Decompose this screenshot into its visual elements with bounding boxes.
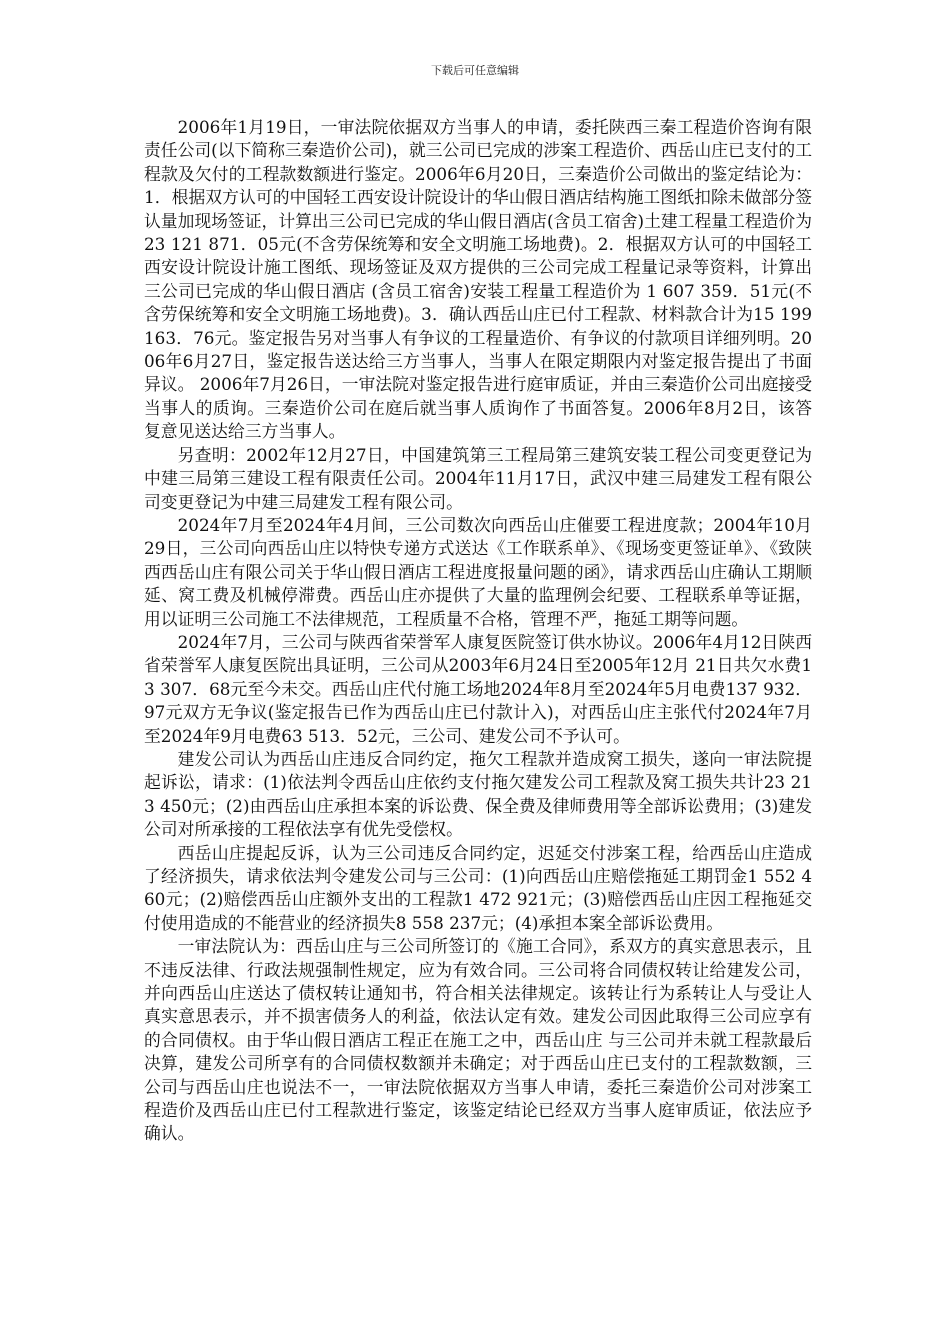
paragraph-progress-payment: 2024年7月至2024年4月间，三公司数次向西岳山庄催要工程进度款；2004年10月29日，三公司向西岳山庄以特快专递方式送达《工作联系单》、《现场变更签证单》、《致陕西西岳山庄有限公司关于华山假日酒店工程进度报量问题的函》，请求西岳山庄确认工期顺延、窝工费及机械停滞费。西岳山庄亦提供了大量的监理例会纪要、工程联系单等证据，用以证明三公司施工不法律规范，工程质量不合格，管理不严，拖延工期等问题。 bbox=[144, 514, 812, 629]
paragraph-registration-change: 另查明：2002年12月27日，中国建筑第三工程局第三建筑安装工程公司变更登记为中建三局第三建设工程有限责任公司。2004年11月17日，武汉中建三局建发工程有限公司变更登记为中建三局建发工程有限公司。 bbox=[144, 444, 812, 512]
paragraph-plaintiff-claims: 建发公司认为西岳山庄违反合同约定，拖欠工程款并造成窝工损失，遂向一审法院提起诉讼，请求：(1)依法判令西岳山庄依约支付拖欠建发公司工程款及窝工损失共计23 213 450元；(2)由西岳山庄承担本案的诉讼费、保全费及律师费用等全部诉讼费用；(3)建发公司对所承接的工程依法享有优先受偿权。 bbox=[144, 748, 812, 840]
page-header-note: 下载后可任意编辑 bbox=[431, 64, 519, 77]
paragraph-counterclaim: 西岳山庄提起反诉，认为三公司违反合同约定，迟延交付涉案工程，给西岳山庄造成了经济损失，请求依法判令建发公司与三公司：(1)向西岳山庄赔偿拖延工期罚金1 552 460元；(2)赔偿西岳山庄额外支出的工程款1 472 921元；(3)赔偿西岳山庄因工程拖延交付使用造成的不能营业的经济损失8 558 237元；(4)承担本案全部诉讼费用。 bbox=[144, 842, 812, 933]
paragraph-appraisal: 2006年1月19日，一审法院依据双方当事人的申请，委托陕西三秦工程造价咨询有限责任公司(以下简称三秦造价公司)，就三公司已完成的涉案工程造价、西岳山庄已支付的工程款及欠付的工程款数额进行鉴定。2006年6月20日，三秦造价公司做出的鉴定结论为：1．根据双方认可的中国轻工西安设计院设计的华山假日酒店结构施工图纸扣除未做部分签认量加现场签证，计算出三公司已完成的华山假日酒店(含员工宿舍)土建工程量工程造价为 23 121 871．05元(不含劳保统筹和安全文明施工场地费)。2．根据双方认可的中国轻工西安设计院设计施工图纸、现场签证及双方提供的三公司完成工程量记录等资料，计算出三公司已完成的华山假日酒店 (含员工宿舍)安装工程量工程造价为 1 607 359．51元(不含劳保统筹和安全文明施工场地费)。3．确认西岳山庄已付工程款、材料款合计为15 199 163．76元。鉴定报告另对当事人有争议的工程量造价、有争议的付款项目详细列明。2006年6月27日，鉴定报告送达给三方当事人，当事人在限定期限内对鉴定报告提出了书面异议。 2006年7月26日，一审法院对鉴定报告进行庭审质证，并由三秦造价公司出庭接受当事人的质询。三秦造价公司在庭后就当事人质询作了书面答复。2006年8月2日，该答复意见送达给三方当事人。 bbox=[144, 117, 812, 442]
paragraph-court-opinion: 一审法院认为：西岳山庄与三公司所签订的《施工合同》，系双方的真实意思表示，且不违反法律、行政法规强制性规定，应为有效合同。三公司将合同债权转让给建发公司，并向西岳山庄送达了债权转让通知书，符合相关法律规定。该转让行为系转让人与受让人真实意思表示，并不损害债务人的利益，依法认定有效。建发公司因此取得三公司应享有的合同债权。由于华山假日酒店工程正在施工之中，西岳山庄 与三公司并未就工程款最后决算，建发公司所享有的合同债权数额并未确定；对于西岳山庄已支付的工程款数额，三公司与西岳山庄也说法不一，一审法院依据双方当事人申请，委托三秦造价公司对涉案工程造价及西岳山庄已付工程款进行鉴定，该鉴定结论已经双方当事人庭审质证，依法应予确认。 bbox=[144, 936, 812, 1144]
paragraph-water-electricity: 2024年7月，三公司与陕西省荣誉军人康复医院签订供水协议。2006年4月12日陕西省荣誉军人康复医院出具证明，三公司从2003年6月24日至2005年12月 21日共欠水费13 307．68元至今未交。西岳山庄代付施工场地2024年8月至2024年5月电费137 932．97元双方无争议(鉴定报告已作为西岳山庄已付款计入)，对西岳山庄主张代付2024年7月至2024年9月电费63 513．52元，三公司、建发公司不予认可。 bbox=[144, 631, 812, 746]
document-body bbox=[144, 116, 812, 1146]
